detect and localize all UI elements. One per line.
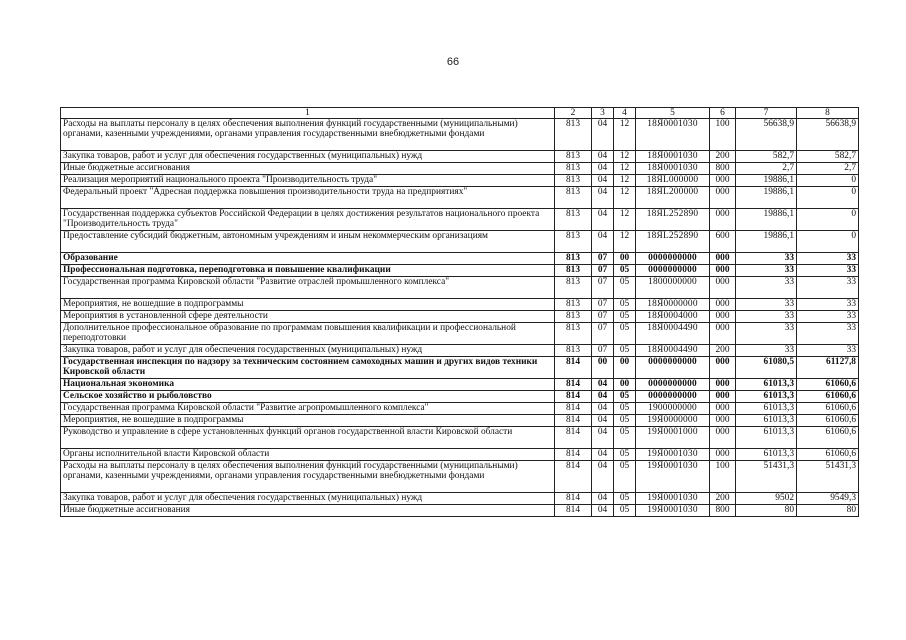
cell-v2: 61060,6 [797, 415, 859, 427]
table-row [61, 299, 859, 311]
cell-name: Предоставление субсидий бюджетным, автономным учреждениям и иным некоммерческим организациям [61, 231, 555, 253]
cell-v2: 61060,6 [797, 379, 859, 391]
cell-name: Расходы на выплаты персоналу в целях обеспечения выполнения функций государственными (муниципальными) органами, казенными учреждениями, органами управления государственными внебюджетными фондами [61, 119, 555, 151]
cell-pr: 00 [614, 357, 636, 379]
cell-pr: 05 [614, 403, 636, 415]
table-row [61, 151, 859, 163]
cell-v2: 0 [797, 187, 859, 209]
cell-vr: 800 [710, 163, 736, 175]
cell-name: Руководство и управление в сфере установленных функций органов государственной власти Кировской области [61, 427, 555, 449]
table-row [61, 187, 859, 209]
cell-pr: 05 [614, 311, 636, 323]
header-cell: 2 [555, 108, 592, 119]
cell-vr: 000 [710, 209, 736, 231]
cell-pr: 05 [614, 427, 636, 449]
cell-ved: 814 [555, 415, 592, 427]
cell-ved: 813 [555, 209, 592, 231]
cell-rz: 07 [592, 299, 614, 311]
cell-name: Образование [61, 253, 555, 265]
cell-rz: 04 [592, 461, 614, 493]
cell-name: Национальная экономика [61, 379, 555, 391]
cell-rz: 04 [592, 187, 614, 209]
cell-pr: 12 [614, 163, 636, 175]
table-row [61, 265, 859, 277]
cell-ved: 813 [555, 265, 592, 277]
cell-ved: 813 [555, 151, 592, 163]
cell-ved: 813 [555, 175, 592, 187]
cell-name: Мероприятия, не вошедшие в подпрограммы [61, 299, 555, 311]
cell-vr: 000 [710, 391, 736, 403]
cell-csr: 19Я0001030 [636, 493, 710, 505]
cell-pr: 05 [614, 391, 636, 403]
cell-ved: 814 [555, 505, 592, 517]
cell-csr: 18Я0004490 [636, 323, 710, 345]
cell-pr: 12 [614, 231, 636, 253]
cell-v2: 51431,3 [797, 461, 859, 493]
cell-v2: 61060,6 [797, 427, 859, 449]
cell-v2: 9549,3 [797, 493, 859, 505]
table-row [61, 253, 859, 265]
cell-rz: 07 [592, 311, 614, 323]
cell-ved: 813 [555, 345, 592, 357]
header-cell: 4 [614, 108, 636, 119]
cell-vr: 000 [710, 175, 736, 187]
cell-vr: 200 [710, 493, 736, 505]
cell-v2: 80 [797, 505, 859, 517]
cell-csr: 19Я0001030 [636, 449, 710, 461]
cell-csr: 19Я0000000 [636, 415, 710, 427]
table-row [61, 449, 859, 461]
cell-v1: 582,7 [736, 151, 797, 163]
cell-vr: 000 [710, 299, 736, 311]
header-row [61, 108, 859, 119]
table-row [61, 311, 859, 323]
cell-rz: 04 [592, 493, 614, 505]
cell-csr: 0000000000 [636, 265, 710, 277]
cell-pr: 05 [614, 265, 636, 277]
cell-v2: 33 [797, 323, 859, 345]
cell-vr: 100 [710, 119, 736, 151]
cell-rz: 04 [592, 403, 614, 415]
cell-csr: 0000000000 [636, 357, 710, 379]
cell-pr: 05 [614, 277, 636, 299]
cell-vr: 100 [710, 461, 736, 493]
cell-v2: 2,7 [797, 163, 859, 175]
cell-v1: 33 [736, 277, 797, 299]
cell-v1: 2,7 [736, 163, 797, 175]
cell-csr: 18ЯL000000 [636, 175, 710, 187]
cell-v1: 61013,3 [736, 415, 797, 427]
cell-vr: 000 [710, 427, 736, 449]
cell-v1: 33 [736, 311, 797, 323]
cell-v1: 19886,1 [736, 231, 797, 253]
cell-v2: 33 [797, 311, 859, 323]
cell-pr: 00 [614, 253, 636, 265]
cell-name: Мероприятия, не вошедшие в подпрограммы [61, 415, 555, 427]
cell-v2: 33 [797, 265, 859, 277]
cell-v2: 56638,9 [797, 119, 859, 151]
cell-rz: 04 [592, 505, 614, 517]
cell-name: Реализация мероприятий национального проекта "Производительность труда" [61, 175, 555, 187]
cell-ved: 814 [555, 403, 592, 415]
cell-csr: 0000000000 [636, 253, 710, 265]
cell-name: Закупка товаров, работ и услуг для обеспечения государственных (муниципальных) нужд [61, 493, 555, 505]
cell-v2: 61060,6 [797, 391, 859, 403]
cell-name: Сельское хозяйство и рыболовство [61, 391, 555, 403]
cell-vr: 000 [710, 187, 736, 209]
cell-v1: 56638,9 [736, 119, 797, 151]
cell-name: Закупка товаров, работ и услуг для обеспечения государственных (муниципальных) нужд [61, 345, 555, 357]
cell-name: Закупка товаров, работ и услуг для обеспечения государственных (муниципальных) нужд [61, 151, 555, 163]
cell-v1: 33 [736, 253, 797, 265]
table-row [61, 163, 859, 175]
cell-v1: 61080,5 [736, 357, 797, 379]
table-row [61, 357, 859, 379]
header-cell: 7 [736, 108, 797, 119]
table-row [61, 403, 859, 415]
cell-v1: 19886,1 [736, 175, 797, 187]
cell-csr: 0000000000 [636, 391, 710, 403]
cell-v1: 51431,3 [736, 461, 797, 493]
cell-vr: 200 [710, 345, 736, 357]
table-row [61, 209, 859, 231]
cell-pr: 00 [614, 379, 636, 391]
cell-pr: 12 [614, 119, 636, 151]
cell-v1: 33 [736, 265, 797, 277]
cell-csr: 18ЯL252890 [636, 209, 710, 231]
table-body [61, 119, 859, 517]
cell-v2: 33 [797, 345, 859, 357]
cell-pr: 12 [614, 151, 636, 163]
cell-pr: 05 [614, 493, 636, 505]
table-row [61, 493, 859, 505]
cell-ved: 813 [555, 277, 592, 299]
cell-csr: 18Я0004000 [636, 311, 710, 323]
header-cell: 8 [797, 108, 859, 119]
cell-v1: 61013,3 [736, 427, 797, 449]
cell-csr: 1900000000 [636, 403, 710, 415]
cell-rz: 04 [592, 209, 614, 231]
cell-vr: 200 [710, 151, 736, 163]
cell-rz: 04 [592, 151, 614, 163]
cell-v1: 33 [736, 345, 797, 357]
header-cell: 3 [592, 108, 614, 119]
cell-v2: 0 [797, 209, 859, 231]
cell-pr: 05 [614, 323, 636, 345]
cell-vr: 600 [710, 231, 736, 253]
table-row [61, 391, 859, 403]
cell-vr: 000 [710, 265, 736, 277]
cell-v2: 61127,8 [797, 357, 859, 379]
table-row [61, 323, 859, 345]
cell-rz: 07 [592, 277, 614, 299]
cell-name: Органы исполнительной власти Кировской области [61, 449, 555, 461]
cell-name: Дополнительное профессиональное образование по программам повышения квалификации и профессиональной переподготовки [61, 323, 555, 345]
cell-ved: 814 [555, 449, 592, 461]
cell-ved: 813 [555, 119, 592, 151]
cell-rz: 04 [592, 427, 614, 449]
cell-csr: 19Я0001000 [636, 427, 710, 449]
cell-rz: 04 [592, 415, 614, 427]
cell-name: Федеральный проект "Адресная поддержка повышения производительности труда на предприятиях" [61, 187, 555, 209]
cell-vr: 000 [710, 415, 736, 427]
cell-v1: 80 [736, 505, 797, 517]
cell-rz: 07 [592, 265, 614, 277]
cell-v2: 0 [797, 231, 859, 253]
cell-ved: 814 [555, 357, 592, 379]
table-row [61, 119, 859, 151]
cell-vr: 000 [710, 277, 736, 299]
cell-v2: 33 [797, 277, 859, 299]
table-row [61, 379, 859, 391]
cell-name: Иные бюджетные ассигнования [61, 163, 555, 175]
cell-pr: 12 [614, 175, 636, 187]
cell-ved: 814 [555, 461, 592, 493]
header-cell: 6 [710, 108, 736, 119]
cell-ved: 813 [555, 187, 592, 209]
cell-v2: 33 [797, 253, 859, 265]
cell-name: Иные бюджетные ассигнования [61, 505, 555, 517]
cell-rz: 04 [592, 449, 614, 461]
header-cell: 5 [636, 108, 710, 119]
table-row [61, 427, 859, 449]
cell-ved: 813 [555, 299, 592, 311]
cell-csr: 18Я0001030 [636, 163, 710, 175]
cell-name: Государственная программа Кировской области "Развитие отраслей промышленного комплекса" [61, 277, 555, 299]
cell-v1: 33 [736, 323, 797, 345]
cell-pr: 12 [614, 209, 636, 231]
table-row [61, 505, 859, 517]
cell-csr: 18Я0004490 [636, 345, 710, 357]
cell-vr: 000 [710, 449, 736, 461]
cell-v1: 19886,1 [736, 187, 797, 209]
table-row [61, 345, 859, 357]
cell-pr: 05 [614, 449, 636, 461]
cell-v1: 61013,3 [736, 449, 797, 461]
cell-rz: 04 [592, 175, 614, 187]
cell-csr: 18ЯL252890 [636, 231, 710, 253]
cell-v2: 582,7 [797, 151, 859, 163]
cell-rz: 04 [592, 231, 614, 253]
cell-csr: 18Я0000000 [636, 299, 710, 311]
cell-pr: 05 [614, 345, 636, 357]
cell-vr: 000 [710, 253, 736, 265]
cell-v2: 33 [797, 299, 859, 311]
cell-pr: 05 [614, 461, 636, 493]
cell-vr: 000 [710, 323, 736, 345]
cell-ved: 813 [555, 323, 592, 345]
header-cell: 1 [61, 108, 555, 119]
table-row [61, 415, 859, 427]
cell-csr: 19Я0001030 [636, 505, 710, 517]
budget-table [60, 107, 859, 517]
cell-csr: 0000000000 [636, 379, 710, 391]
cell-v1: 19886,1 [736, 209, 797, 231]
cell-v1: 9502 [736, 493, 797, 505]
cell-rz: 07 [592, 323, 614, 345]
cell-v1: 33 [736, 299, 797, 311]
cell-name: Расходы на выплаты персоналу в целях обеспечения выполнения функций государственными (муниципальными) органами, казенными учреждениями, органами управления государственными внебюджетными фондами [61, 461, 555, 493]
cell-v1: 61013,3 [736, 403, 797, 415]
cell-csr: 19Я0001030 [636, 461, 710, 493]
cell-v2: 0 [797, 175, 859, 187]
table-row [61, 175, 859, 187]
cell-name: Государственная программа Кировской области "Развитие агропромышленного комплекса" [61, 403, 555, 415]
cell-vr: 000 [710, 379, 736, 391]
cell-rz: 07 [592, 253, 614, 265]
cell-ved: 814 [555, 391, 592, 403]
cell-vr: 000 [710, 357, 736, 379]
cell-ved: 814 [555, 427, 592, 449]
table-row [61, 461, 859, 493]
cell-rz: 07 [592, 345, 614, 357]
cell-v1: 61013,3 [736, 379, 797, 391]
cell-name: Государственная поддержка субъектов Российской Федерации в целях достижения результатов национального проекта "Производительность труда" [61, 209, 555, 231]
page-number: 66 [446, 56, 460, 68]
cell-pr: 12 [614, 187, 636, 209]
cell-vr: 000 [710, 311, 736, 323]
cell-pr: 05 [614, 299, 636, 311]
cell-pr: 05 [614, 505, 636, 517]
cell-rz: 04 [592, 379, 614, 391]
cell-rz: 04 [592, 119, 614, 151]
cell-ved: 813 [555, 231, 592, 253]
cell-ved: 813 [555, 253, 592, 265]
table-row [61, 277, 859, 299]
cell-ved: 813 [555, 163, 592, 175]
cell-rz: 00 [592, 357, 614, 379]
cell-pr: 05 [614, 415, 636, 427]
cell-v1: 61013,3 [736, 391, 797, 403]
cell-csr: 18Я0001030 [636, 119, 710, 151]
cell-ved: 813 [555, 311, 592, 323]
cell-csr: 18ЯL200000 [636, 187, 710, 209]
cell-ved: 814 [555, 379, 592, 391]
cell-v2: 61060,6 [797, 403, 859, 415]
cell-rz: 04 [592, 391, 614, 403]
cell-v2: 61060,6 [797, 449, 859, 461]
cell-name: Государственная инспекция по надзору за техническим состоянием самоходных машин и других видов техники Кировской области [61, 357, 555, 379]
cell-vr: 800 [710, 505, 736, 517]
table-row [61, 231, 859, 253]
cell-name: Мероприятия в установленной сфере деятельности [61, 311, 555, 323]
cell-name: Профессиональная подготовка, переподготовка и повышение квалификации [61, 265, 555, 277]
cell-ved: 814 [555, 493, 592, 505]
cell-csr: 18Я0001030 [636, 151, 710, 163]
cell-rz: 04 [592, 163, 614, 175]
cell-csr: 1800000000 [636, 277, 710, 299]
cell-vr: 000 [710, 403, 736, 415]
